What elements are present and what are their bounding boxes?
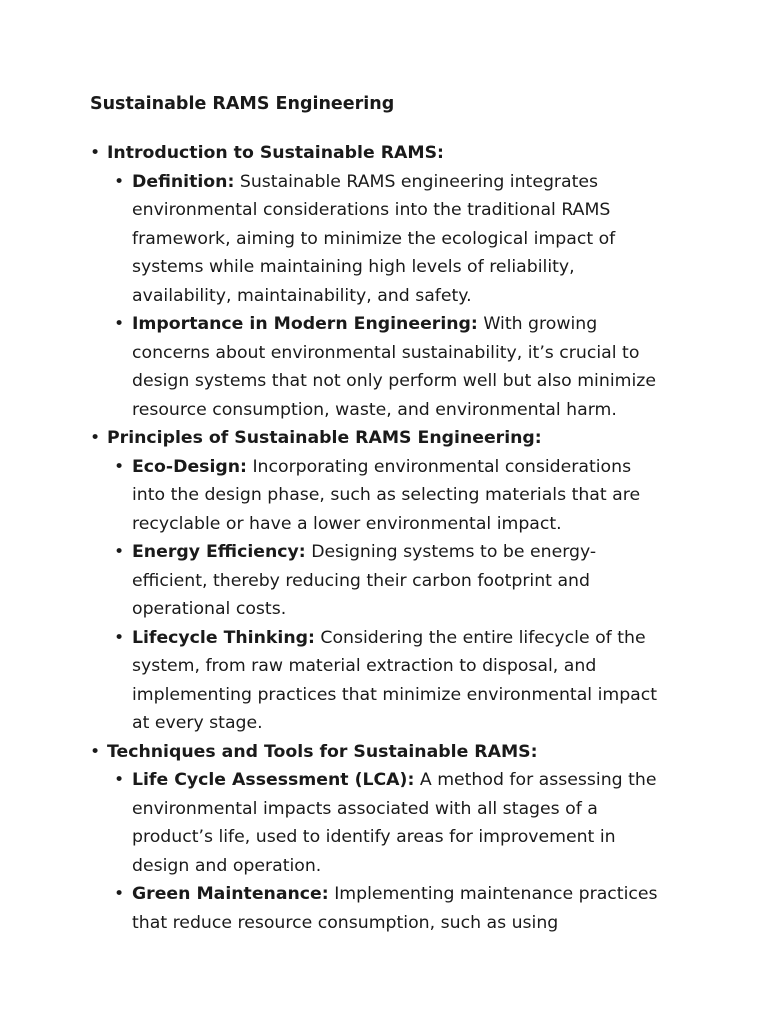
item-term: Green Maintenance: bbox=[132, 884, 329, 904]
section-heading: Principles of Sustainable RAMS Engineering: bbox=[107, 428, 542, 448]
list-item-green-maintenance bbox=[107, 880, 667, 937]
bullet-icon: • bbox=[114, 627, 125, 648]
item-text: Incorporating environmental considerations into the design phase, such as selecting materials that are recyclable or have a lower environmental impact. bbox=[132, 456, 641, 534]
item-text: Designing systems to be energy-efficient, thereby reducing their carbon footprint and operational costs. bbox=[132, 542, 597, 619]
item-term: Lifecycle Thinking: bbox=[132, 627, 315, 648]
section-techniques bbox=[90, 738, 678, 938]
section-heading: Introduction to Sustainable RAMS: bbox=[107, 143, 444, 163]
sub-list bbox=[107, 453, 678, 738]
outline-list bbox=[90, 139, 678, 937]
item-text: Sustainable RAMS engineering integrates environmental considerations into the traditional RAMS framework, aiming to minimize the ecological impact of systems while maintaining high levels of reliability, availability, maintainability, and safety. bbox=[132, 171, 616, 306]
item-term: Eco-Design: bbox=[132, 456, 247, 477]
page-title: Sustainable RAMS Engineering bbox=[90, 94, 395, 114]
bullet-icon: • bbox=[90, 741, 101, 762]
item-text: Implementing maintenance practices that reduce resource consumption, such as using bbox=[132, 884, 658, 933]
list-item-lifecycle-thinking bbox=[107, 624, 667, 738]
bullet-icon: • bbox=[114, 884, 125, 904]
list-item-definition bbox=[107, 168, 667, 311]
bullet-icon: • bbox=[90, 428, 101, 448]
bullet-icon: • bbox=[90, 143, 101, 163]
list-item-eco-design bbox=[107, 453, 667, 539]
item-term: Energy Efficiency: bbox=[132, 542, 306, 562]
section-principles bbox=[90, 424, 678, 738]
item-term: Life Cycle Assessment (LCA): bbox=[132, 770, 415, 790]
item-term: Definition: bbox=[132, 171, 235, 192]
item-text: With growing concerns about environmental sustainability, it’s crucial to design systems that not only perform well but also minimize resource consumption, waste, and environmental harm. bbox=[132, 314, 656, 420]
item-text: A method for assessing the environmental impacts associated with all stages of a product’s life, used to identify areas for improvement in design and operation. bbox=[132, 770, 657, 876]
list-item-lca bbox=[107, 766, 667, 880]
sub-list bbox=[107, 766, 678, 937]
list-item-energy-efficiency bbox=[107, 538, 667, 624]
bullet-icon: • bbox=[114, 314, 125, 334]
list-item-importance bbox=[107, 310, 667, 424]
bullet-icon: • bbox=[114, 542, 125, 562]
sub-list bbox=[107, 168, 678, 425]
section-introduction bbox=[90, 139, 678, 424]
item-term: Importance in Modern Engineering: bbox=[132, 314, 478, 334]
bullet-icon: • bbox=[114, 171, 125, 192]
bullet-icon: • bbox=[114, 770, 125, 790]
item-text: Considering the entire lifecycle of the system, from raw material extraction to disposal, and implementing practices that minimize environmental impact at every stage. bbox=[132, 627, 658, 733]
section-heading: Techniques and Tools for Sustainable RAMS: bbox=[107, 741, 538, 762]
bullet-icon: • bbox=[114, 456, 125, 477]
